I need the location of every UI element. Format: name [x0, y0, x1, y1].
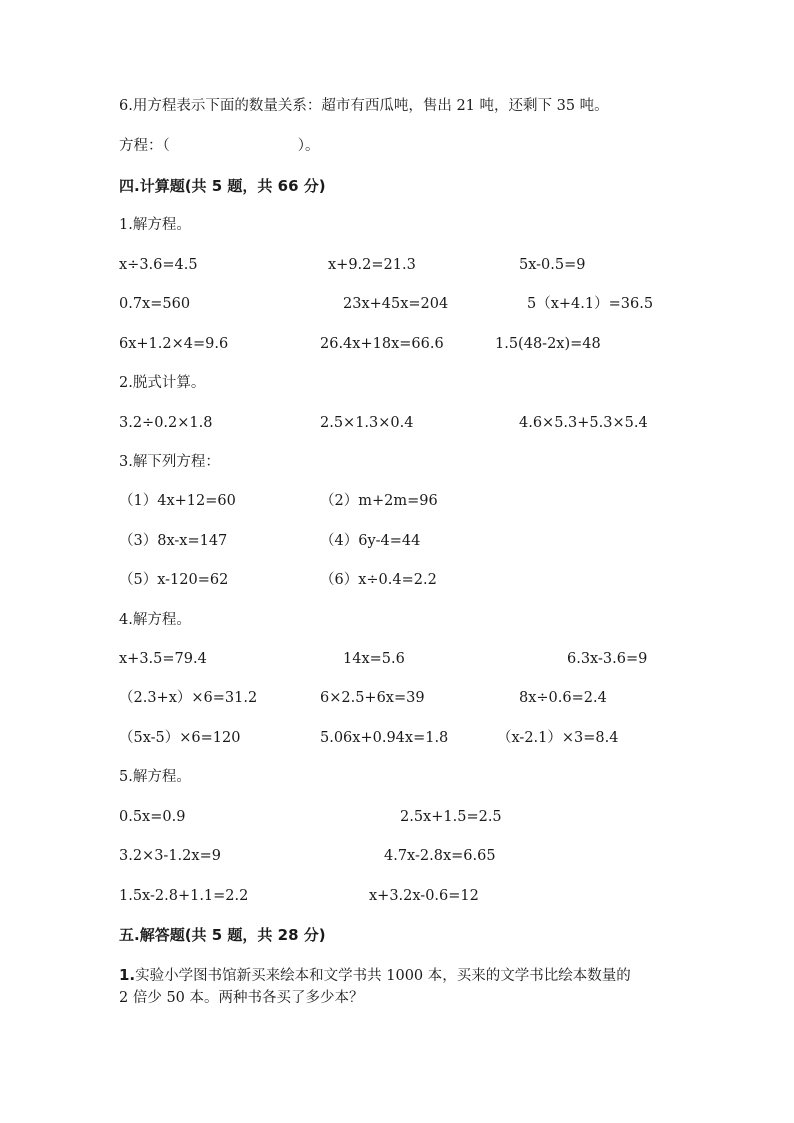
question-6-text: 6.用方程表示下面的数量关系：超市有西瓜吨，售出 21 吨，还剩下 35 吨。 — [119, 98, 609, 114]
equation: 26.4x+18x=66.6 — [320, 336, 444, 352]
equation: （5）x-120=62 — [119, 572, 229, 588]
expression: 3.2÷0.2×1.8 — [119, 415, 213, 431]
equation: 5.06x+0.94x=1.8 — [320, 730, 449, 746]
equation: 4.7x-2.8x=6.65 — [384, 848, 496, 864]
equation: （4）6y-4=44 — [320, 533, 421, 549]
equation: 14x=5.6 — [343, 651, 405, 667]
question-1-line-1 — [119, 965, 631, 986]
equation: （5x-5）×6=120 — [119, 730, 241, 746]
equation: x+3.2x-0.6=12 — [369, 888, 479, 904]
equation: 1.5x-2.8+1.1=2.2 — [119, 888, 249, 904]
equation: x+3.5=79.4 — [119, 651, 207, 667]
equation: （2.3+x）×6=31.2 — [119, 690, 258, 706]
part-3-title: 3.解下列方程： — [119, 454, 220, 470]
equation: 0.7x=560 — [119, 296, 191, 312]
equation: 2.5x+1.5=2.5 — [400, 809, 502, 825]
answer-prefix: 方程：（ — [119, 138, 170, 154]
equation: 6.3x-3.6=9 — [567, 651, 648, 667]
section-5-heading: 五.解答题(共 5 题，共 28 分) — [119, 926, 326, 944]
equation: 8x÷0.6=2.4 — [519, 690, 607, 706]
equation: 6x+1.2×4=9.6 — [119, 336, 229, 352]
section-4-heading: 四.计算题(共 5 题，共 66 分) — [119, 177, 326, 195]
equation: 1.5(48-2x)=48 — [495, 336, 601, 352]
part-4-title: 4.解方程。 — [119, 612, 191, 628]
equation: （1）4x+12=60 — [119, 493, 236, 509]
question-1-number: 1. — [119, 966, 136, 984]
part-5-title: 5.解方程。 — [119, 769, 191, 785]
equation: （3）8x-x=147 — [119, 533, 228, 549]
part-1-title: 1.解方程。 — [119, 217, 191, 233]
question-6-answer — [119, 136, 320, 156]
expression: 2.5×1.3×0.4 — [320, 415, 414, 431]
equation: （x-2.1）×3=8.4 — [497, 730, 619, 746]
part-2-title: 2.脱式计算。 — [119, 375, 206, 391]
equation: 5x-0.5=9 — [519, 257, 586, 273]
expression: 4.6×5.3+5.3×5.4 — [519, 415, 648, 431]
equation: 0.5x=0.9 — [119, 809, 186, 825]
equation: 23x+45x=204 — [343, 296, 449, 312]
equation: （6）x÷0.4=2.2 — [320, 572, 437, 588]
equation: 3.2×3-1.2x=9 — [119, 848, 221, 864]
equation: （2）m+2m=96 — [320, 493, 438, 509]
equation: 6×2.5+6x=39 — [320, 690, 425, 706]
equation: 5（x+4.1）=36.5 — [527, 296, 654, 312]
equation: x÷3.6=4.5 — [119, 257, 198, 273]
question-1-line-2: 2 倍少 50 本。两种书各买了多少本？ — [119, 990, 364, 1006]
question-1-text: 实验小学图书馆新买来绘本和文学书共 1000 本，买来的文学书比绘本数量的 — [135, 968, 631, 984]
equation: x+9.2=21.3 — [328, 257, 416, 273]
answer-suffix: ）。 — [297, 138, 320, 154]
